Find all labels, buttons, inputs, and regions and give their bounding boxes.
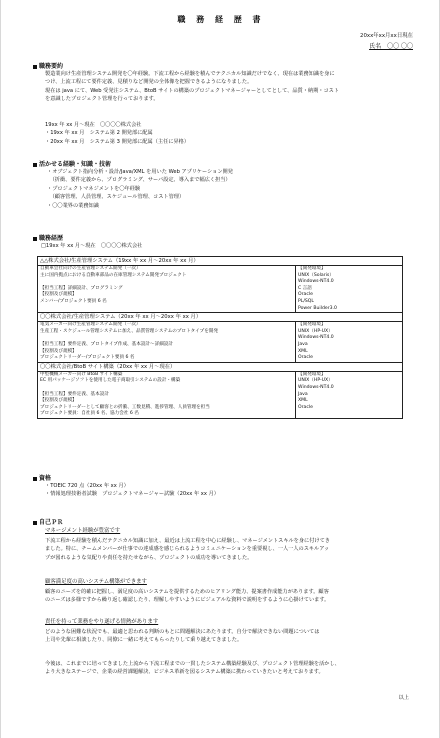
- project-header-row: [38, 257, 403, 266]
- summary-company: 19xx 年 xx 月～現在 〇〇〇〇株式会社 ・19xx 年 xx 月 システム第 2 開発部に配属 ・20xx 年 xx 月 システム第 3 開発部に配属（主任に昇格）: [45, 122, 190, 145]
- project-header-row: [38, 313, 403, 322]
- project-row: [38, 266, 403, 313]
- pr-item-title: 顧客満足度の高いシステム構築ができます: [45, 579, 147, 585]
- pr-item-body: 下流工程から経験を積んだテクニカル知識に加え、最近は上流工程を中心に経験し、マネージメントスキルを身に付けてき ました。特に、チームメンバーが仕事での達成感を感じられるようコミュニケーションを重要視し、一人一人のスキルアッ プが図れるような気配りや責任を持たせながら、プロジェクトの成功を導いてきました。: [45, 538, 330, 561]
- skills-body: ・オブジェクト指向分析・設計/Java/XML を用いた Web アプリケーション開発 （折衝、要件定義から、プログラミング、サーバ設定、導入まで幅広く担当） ・プロジェクトマネジメントを〇年経験 （顧客管理、人員管理、スケジュール管理、コスト管理） ・〇〇業界の業務知識: [47, 169, 233, 209]
- project-environment: 【開発環境】 UNIX（HP-UX） Windows-NT4.0 Java XML Oracle: [296, 322, 403, 363]
- project-header: △△株式会社/生産管理システム（19xx 年 xx 月～20xx 年 xx 月）: [38, 257, 403, 266]
- project-detail: 中堅機械メーカー向け BtoB サイト構築 EC 用パッケージソフトを使用した電子商取引システムの設計・構築 【担当工程】要件定義、基本設計 【役割及び規模】 プロジェクトリーダーとして顧客との折衝、工数見積、進捗管理、人員管理を担当 プロジェクト要員：自社員 6 名、協力会社 6 名: [38, 371, 296, 418]
- project-environment: 【開発環境】 UNIX（Solaris） Windows-NT4.0 C 言語 Oracle PL/SQL Power Builder3.0: [296, 266, 403, 313]
- project-header: 〇〇株式会社/BtoB サイト構築（20xx 年 xx 月～現在）: [38, 362, 403, 371]
- qualifications-body: ・TOEIC 720 点（20xx 年 xx 月） ・情報処理技術者試験 プロジェクトマネージャー試験（20xx 年 xx 月）: [45, 483, 219, 498]
- summary-heading: 職務要約: [33, 61, 63, 70]
- document-date: 20xx年xx月xx日現在: [360, 33, 413, 39]
- pr-item-title: マネージメント経験が豊富です: [45, 528, 121, 534]
- career-heading: 職務経歴: [33, 233, 63, 242]
- document-title: 職 務 経 歴 書: [177, 15, 265, 24]
- project-environment: 【開発環境】 UNIX（HP-UX） Windows-NT4.0 Java XML Oracle: [296, 371, 403, 418]
- applicant-name: 氏名 〇〇 〇〇: [369, 43, 413, 50]
- square-bullet-icon: [33, 237, 37, 241]
- pr-heading: 自己ＰＲ: [33, 517, 63, 526]
- pr-item-body: 顧客のニーズを的確に把握し、満足度の高いシステムを提供するためのヒアリング能力、提案書作成能力があります。顧客 のニーズは多様ですから繰り返し確認したり、理解しやすいようにビジュアルな資料で説明をするように心掛けています。: [45, 589, 330, 604]
- square-bullet-icon: [33, 477, 37, 481]
- square-bullet-icon: [33, 65, 37, 69]
- square-bullet-icon: [33, 521, 37, 525]
- closing-mark: 以上: [398, 695, 409, 701]
- pr-item-body: どのような困難な状況でも、最適と思われる判断のもとに問題解決にあたります。自分で解決できない問題については 上司や先輩に相談したり、同僚に一緒に考えてもらったりして乗り越えてきました。: [45, 629, 320, 644]
- project-row: [38, 371, 403, 418]
- skills-heading: 活かせる経験・知識・技術: [33, 159, 111, 168]
- project-detail: 自動車会社向けの生産管理システム開発（一次） 主に国内拠点における自動車部品の在庫管理システム開発プロジェクト 【担当工程】詳細設計、プログラミング 【役割及び規模】 メンバー/プロジェクト要員 6 名: [38, 266, 296, 313]
- project-row: [38, 322, 403, 363]
- career-table: [37, 256, 403, 419]
- square-bullet-icon: [33, 163, 37, 167]
- pr-item-title: 責任を持って業務をやり遂げる情熱があります: [45, 619, 159, 625]
- career-company-line: □19xx 年 xx 月～現在 〇〇〇〇株式会社: [41, 243, 143, 249]
- qualifications-heading: 資格: [33, 473, 51, 482]
- pr-closing: 今後は、これまでに培ってきました上流から下流工程までの一貫したシステム構築経験及び、プロジェクト管理経験を活かし、 より大きなステージで、企業の経営課題解決、ビジネス革新を図るシステム構築に携わっていきたいと考えております。: [45, 661, 340, 676]
- project-header-row: [38, 362, 403, 371]
- project-detail: 電気メーカー向け生産管理システム開発（一次） 生産工程・スケジュール管理システムに加え、品質管理システムのプロトタイプを開発 【担当工程】要件定義、プロトタイプ作成、基本設計～詳細設計 【役割及び規模】 プロジェクトリーダー/プロジェクト要員 6 名: [38, 322, 296, 363]
- summary-body: 製造業向け生産管理システム開発を〇年経験。下流工程から経験を積んでテクニカル知識だけでなく、現在は業務知識を身に つけ、上流工程にて要件定義、見積りなど開発の全体像を把握できるようになりました。 現在は java にて、Web 受発注システム、BtoB サイトの構築のプロジェクトマネージャーとしてとして、品質・納期・コスト を意識したプロジェクト管理を行っております。: [45, 71, 340, 103]
- project-header: 〇〇株式会社/生産管理システム（20xx 年 xx 月～20xx 年 xx 月）: [38, 313, 403, 322]
